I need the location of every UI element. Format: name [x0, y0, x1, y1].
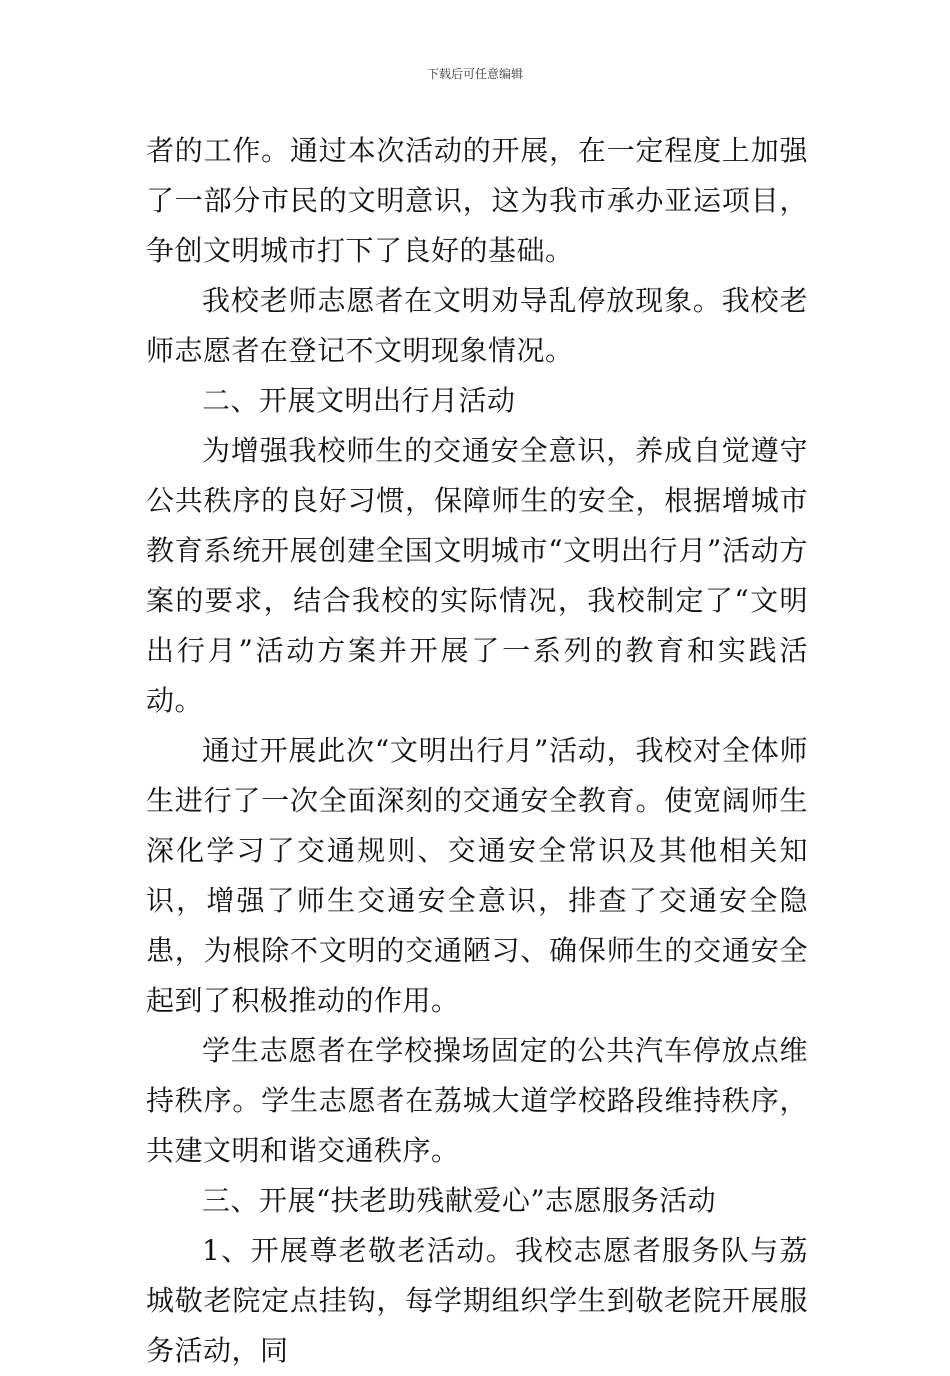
section-heading-2: 二、开展文明出行月活动	[202, 384, 516, 417]
paragraph-8: 1、开展尊老敬老活动。我校志愿者服务队与荔城敬老院定点挂钩，每学期组织学生到敬老院开展服务活动，同	[146, 1234, 808, 1367]
document-body	[146, 126, 808, 1376]
paragraph-1: 者的工作。通过本次活动的开展，在一定程度上加强了一部分市民的文明意识，这为我市承办亚运项目，争创文明城市打下了良好的基础。	[146, 134, 808, 267]
paragraph-4: 为增强我校师生的交通安全意识，养成自觉遵守公共秩序的良好习惯，保障师生的安全，根据增城市教育系统开展创建全国文明城市“文明出行月”活动方案的要求，结合我校的实际情况，我校制定了“文明出行月”活动方案并开展了一系列的教育和实践活动。	[146, 434, 808, 717]
section-heading-3: 三、开展“扶老助残献爱心”志愿服务活动	[202, 1184, 717, 1217]
paragraph-2: 我校老师志愿者在文明劝导乱停放现象。我校老师志愿者在登记不文明现象情况。	[146, 284, 808, 367]
page-header-note: 下载后可任意编辑	[426, 67, 523, 81]
paragraph-5: 通过开展此次“文明出行月”活动，我校对全体师生进行了一次全面深刻的交通安全教育。使宽阔师生深化学习了交通规则、交通安全常识及其他相关知识，增强了师生交通安全意识，排查了交通安全隐患，为根除不文明的交通陋习、确保师生的交通安全起到了积极推动的作用。	[146, 734, 808, 1017]
paragraph-6: 学生志愿者在学校操场固定的公共汽车停放点维持秩序。学生志愿者在荔城大道学校路段维持秩序，共建文明和谐交通秩序。	[146, 1034, 808, 1167]
